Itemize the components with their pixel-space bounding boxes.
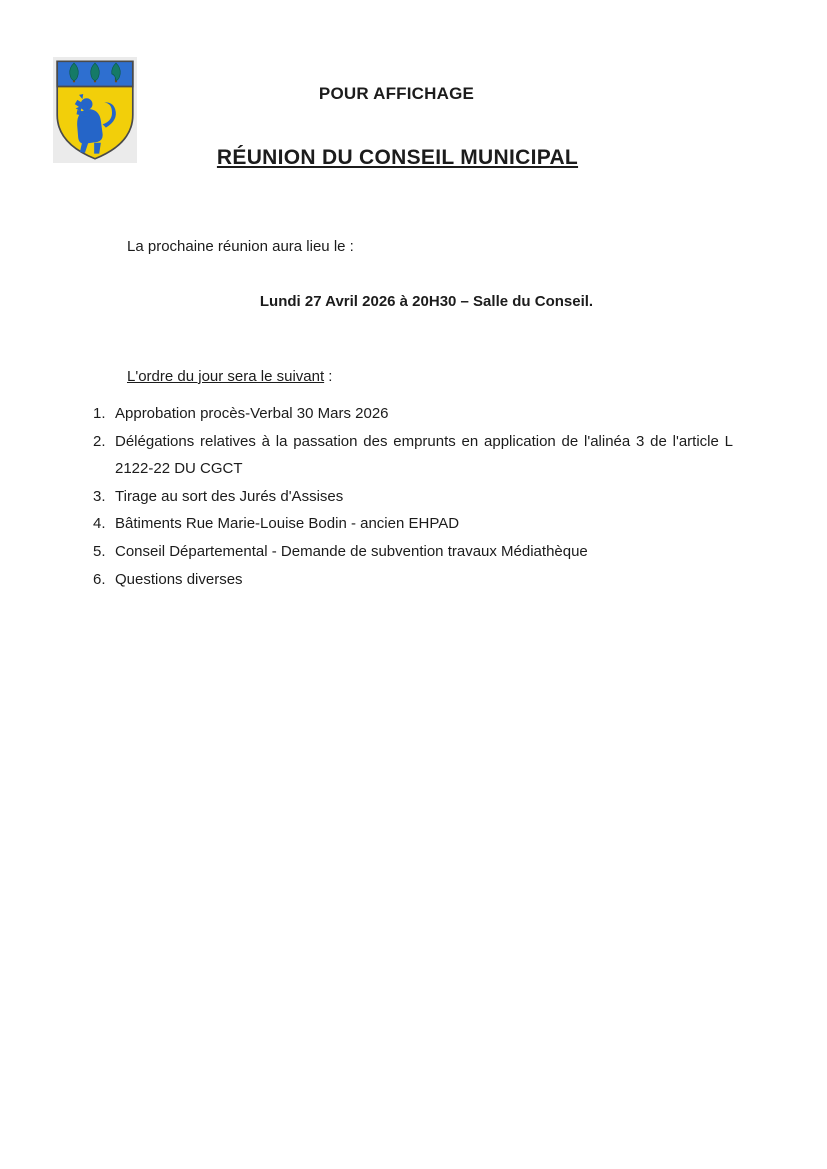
list-item-number: 6. [93, 570, 106, 588]
agenda-heading-colon: : [324, 368, 333, 385]
list-item [93, 483, 733, 511]
list-item-number: 3. [93, 487, 106, 505]
agenda-heading [127, 368, 332, 385]
list-item-number: 5. [93, 542, 106, 560]
list-item-text: Tirage au sort des Jurés d'Assises [115, 487, 344, 505]
list-item [93, 538, 733, 566]
list-item-number: 2. [93, 432, 106, 450]
list-item-number: 4. [93, 515, 106, 533]
list-item [93, 400, 733, 428]
posting-notice-heading: POUR AFFICHAGE [318, 84, 475, 103]
list-item-text: Approbation procès-Verbal 30 Mars 2026 [115, 405, 389, 422]
meeting-datetime-text: Lundi 27 Avril 2026 à 20H30 – Salle du Conseil. [259, 293, 594, 310]
list-item-number: 1. [93, 405, 106, 422]
agenda-list [93, 400, 733, 593]
page-title: RÉUNION DU CONSEIL MUNICIPAL [216, 146, 579, 169]
list-item-text: Bâtiments Rue Marie-Louise Bodin - ancien EHPAD [115, 515, 460, 533]
list-item [93, 510, 733, 538]
list-item-text: Questions diverses [115, 570, 243, 588]
agenda-heading-text: L'ordre du jour sera le suivant [127, 368, 325, 385]
intro-text: La prochaine réunion aura lieu le : [127, 238, 354, 255]
list-item-text: Délégations relatives à la passation des emprunts en application de l'alinéa 3 de l'article L 2122-22 DU CGCT [115, 432, 733, 478]
list-item-text: Conseil Départemental - Demande de subvention travaux Médiathèque [115, 542, 588, 560]
list-item [93, 428, 733, 483]
list-item [93, 566, 733, 594]
